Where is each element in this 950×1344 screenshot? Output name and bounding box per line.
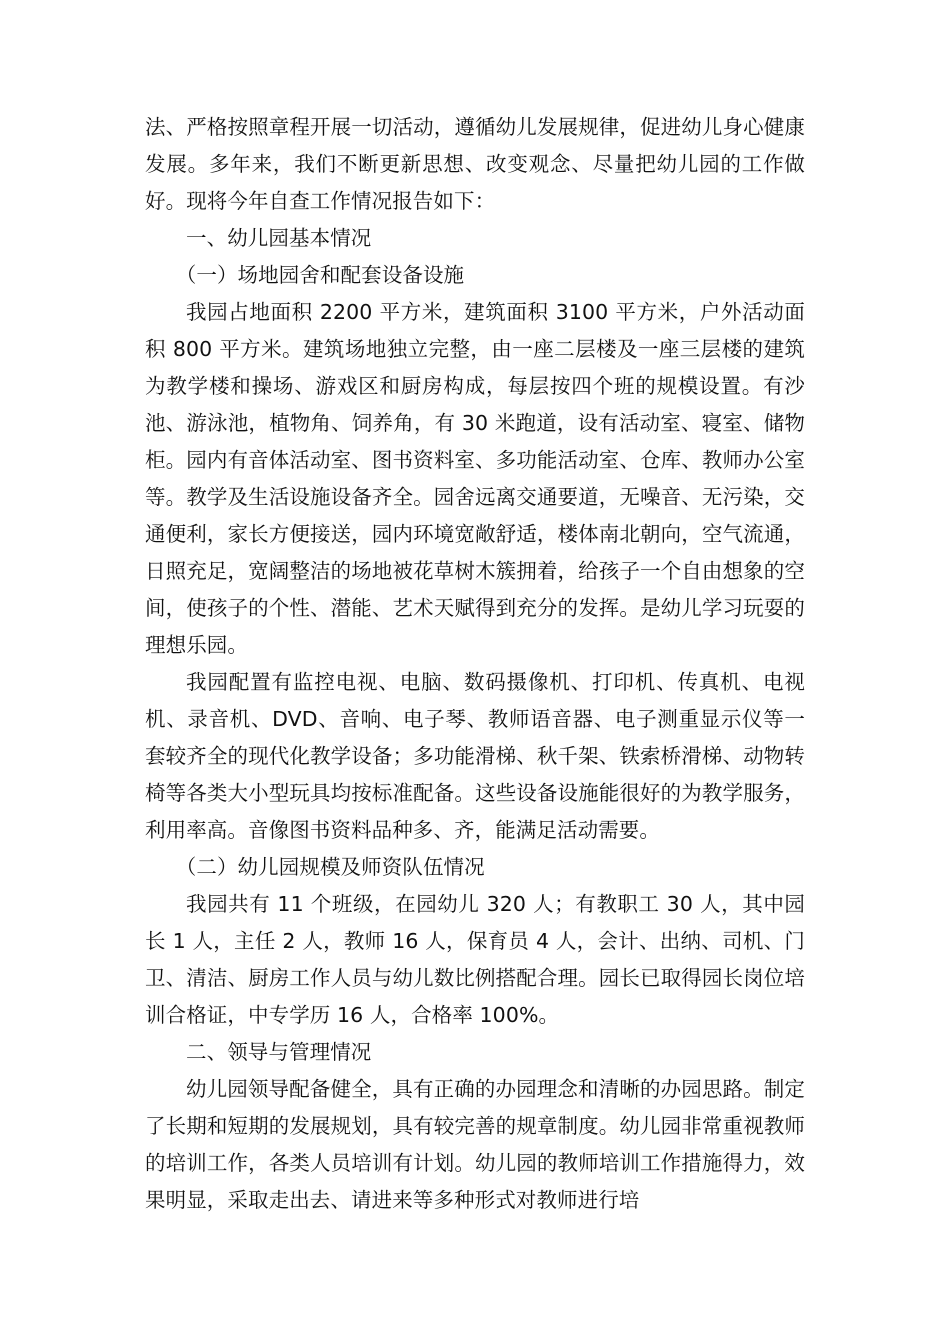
paragraph-site-area: 我园占地面积 2200 平方米，建筑面积 3100 平方米，户外活动面积 800 平方米。建筑场地独立完整，由一座二层楼及一座三层楼的建筑为教学楼和操场、游戏区和厨房构成，每层按四个班的规模设置。有沙池、游泳池，植物角、饲养角，有 30 米跑道，设有活动室、寝室、储物柜。园内有音体活动室、图书资料室、多功能活动室、仓库、教师办公室等。教学及生活设施设备齐全。园舍远离交通要道，无噪音、无污染，交通便利，家长方便接送，园内环境宽敞舒适，楼体南北朝向，空气流通，日照充足，宽阔整洁的场地被花草树木簇拥着，给孩子一个自由想象的空间，使孩子的个性、潜能、艺术天赋得到充分的发挥。是幼儿学习玩耍的理想乐园。 bbox=[145, 300, 805, 657]
paragraph-staff: 我园共有 11 个班级，在园幼儿 320 人；有教职工 30 人，其中园长 1 人，主任 2 人，教师 16 人，保育员 4 人，会计、出纳、司机、门卫、清洁、厨房工作人员与幼儿数比例搭配合理。园长已取得园长岗位培训合格证，中专学历 16 人，合格率 100%。 bbox=[145, 892, 805, 1027]
subsection-heading-staff: （二）幼儿园规模及师资队伍情况 bbox=[175, 855, 485, 879]
section-heading-basic-info: 一、幼儿园基本情况 bbox=[186, 226, 372, 250]
paragraph-equipment: 我园配置有监控电视、电脑、数码摄像机、打印机、传真机、电视机、录音机、DVD、音响、电子琴、教师语音器、电子测重显示仪等一套较齐全的现代化教学设备；多功能滑梯、秋千架、铁索桥滑梯、动物转椅等各类大小型玩具均按标准配备。这些设备设施能很好的为教学服务，利用率高。音像图书资料品种多、齐，能满足活动需要。 bbox=[145, 670, 805, 842]
paragraph-management: 幼儿园领导配备健全，具有正确的办园理念和清晰的办园思路。制定了长期和短期的发展规划，具有较完善的规章制度。幼儿园非常重视教师的培训工作，各类人员培训有计划。幼儿园的教师培训工作措施得力，效果明显，采取走出去、请进来等多种形式对教师进行培 bbox=[145, 1077, 805, 1212]
section-heading-management: 二、领导与管理情况 bbox=[186, 1040, 372, 1064]
subsection-heading-facilities: （一）场地园舍和配套设备设施 bbox=[175, 263, 465, 287]
paragraph-continuation: 法、严格按照章程开展一切活动，遵循幼儿发展规律，促进幼儿身心健康发展。多年来，我们不断更新思想、改变观念、尽量把幼儿园的工作做好。现将今年自查工作情况报告如下： bbox=[145, 115, 805, 213]
